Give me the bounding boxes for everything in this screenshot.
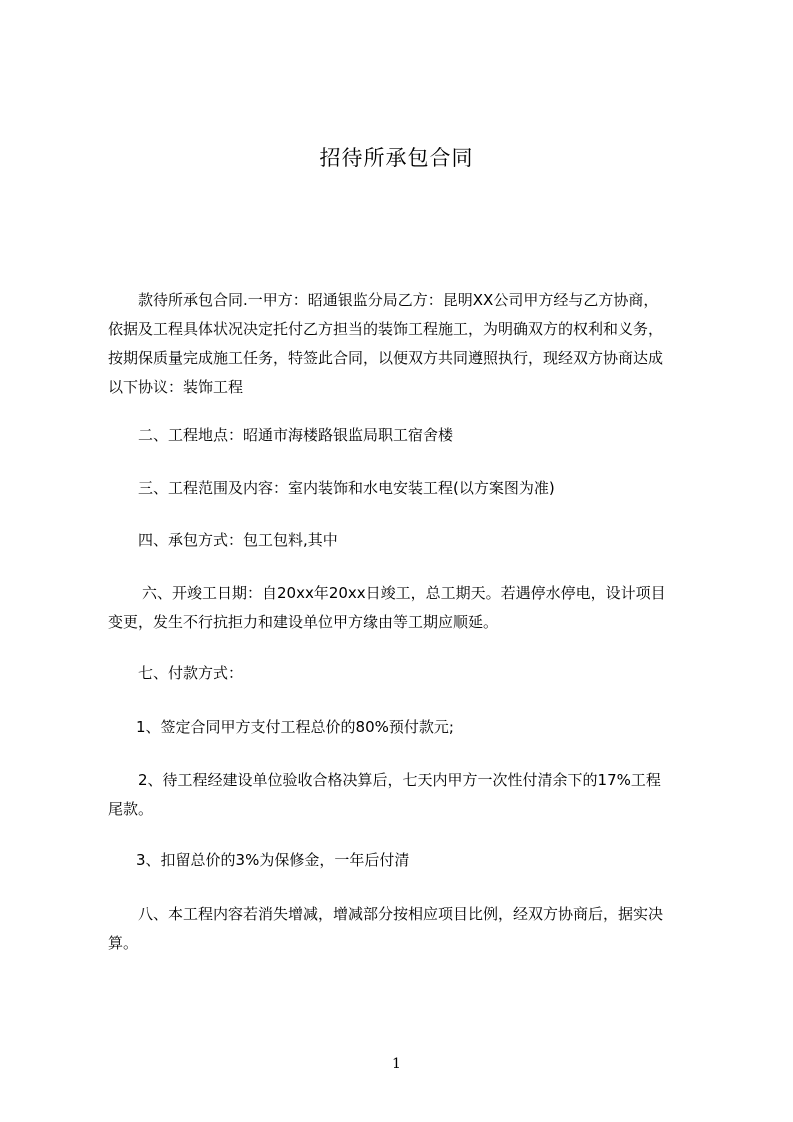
payment-item-1: 1、签定合同甲方支付工程总价的80%预付款元; (136, 718, 454, 736)
document-title: 招待所承包合同 (319, 146, 474, 170)
payment-item-2-line-2: 尾款。 (108, 800, 154, 818)
clause-6-line-1: 六、开竣工日期：自20xx年20xx日竣工，总工期天。若遇停水停电，设计项目 (142, 584, 666, 602)
clause-8-line-2: 算。 (108, 934, 139, 952)
clause-3-scope: 三、工程范围及内容：室内装饰和水电安装工程(以方案图为准) (138, 479, 555, 497)
page-number: 1 (392, 1056, 401, 1072)
payment-item-3: 3、扣留总价的3%为保修金，一年后付清 (136, 851, 410, 869)
payment-item-2-line-1: 2、待工程经建设单位验收合格决算后，七天内甲方一次性付清余下的17%工程 (138, 771, 661, 789)
clause-6-schedule (108, 579, 704, 637)
clause-2-location: 二、工程地点：昭通市海楼路银监局职工宿舍楼 (138, 426, 454, 444)
clause-4-contract-method: 四、承包方式：包工包料,其中 (138, 531, 338, 549)
intro-line-1: 款待所承包合同.一甲方：昭通银监分局乙方：昆明XX公司甲方经与乙方协商， (138, 291, 659, 309)
clause-7-payment-method: 七、付款方式： (138, 664, 244, 682)
intro-paragraph (108, 286, 704, 402)
intro-line-3: 按期保质量完成施工任务，特签此合同，以便双方共同遵照执行，现经双方协商达成 (108, 349, 664, 367)
intro-line-2: 依据及工程具体状况决定托付乙方担当的装饰工程施工，为明确双方的权利和义务， (108, 320, 664, 338)
clause-8-line-1: 八、本工程内容若消失增减，增减部分按相应项目比例，经双方协商后，据实决 (138, 905, 664, 923)
payment-item-2 (108, 766, 704, 824)
intro-line-4: 以下协议：装饰工程 (108, 378, 244, 396)
clause-8-adjustments (108, 900, 704, 958)
clause-6-line-2: 变更，发生不行抗拒力和建设单位甲方缘由等工期应顺延。 (108, 613, 499, 631)
